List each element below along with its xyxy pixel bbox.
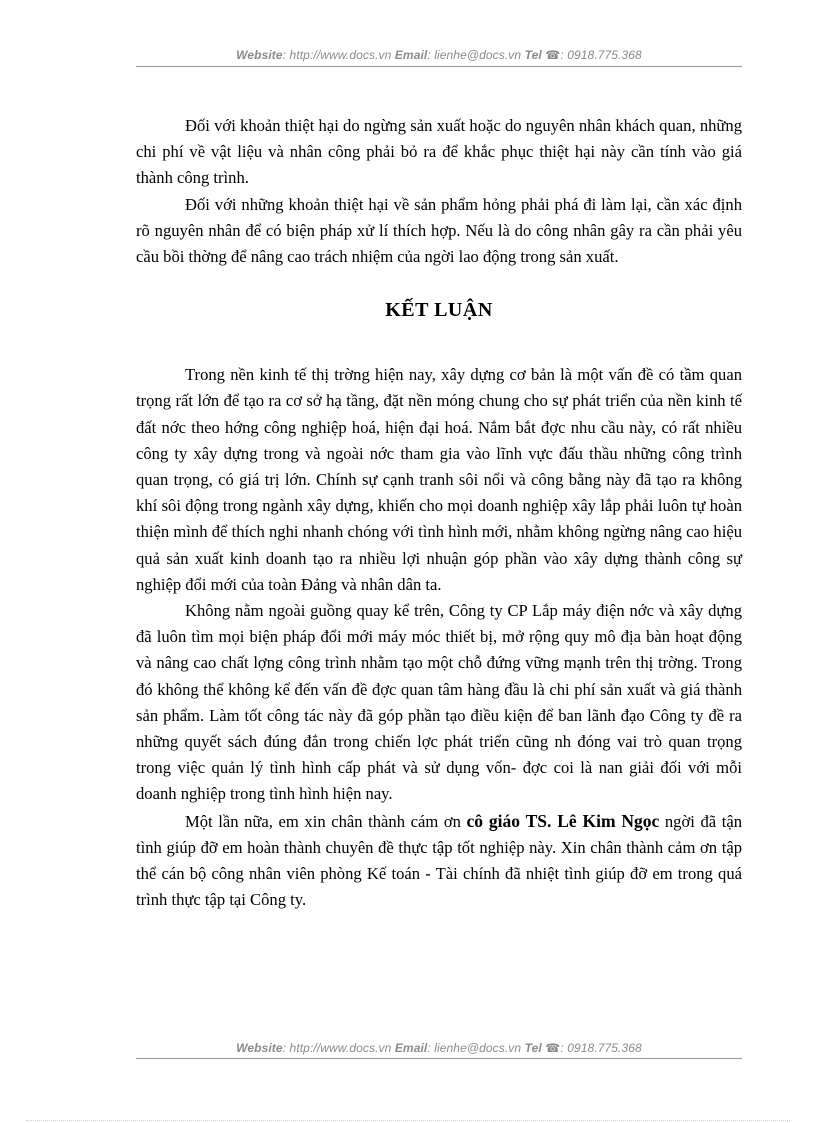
footer-website-value: : http://www.docs.vn	[282, 1041, 392, 1055]
header-tel-value: : 0918.775.368	[560, 48, 642, 62]
footer-tel-label: Tel	[524, 1041, 542, 1055]
document-body	[136, 113, 742, 913]
page-bottom-border	[26, 1120, 790, 1121]
footer-email-label: Email	[394, 1041, 428, 1055]
header-email-value: : lienhe@docs.vn	[427, 48, 522, 62]
paragraph-5-start: Một lần nữa, em xin chân thành cám ơn	[185, 811, 467, 831]
footer-email-value: : lienhe@docs.vn	[427, 1041, 522, 1055]
footer-tel-value: : 0918.775.368	[560, 1041, 642, 1055]
paragraph-3: Trong nền kinh tế thị trờng hiện nay, xây dựng cơ bản là một vấn đề có tầm quan trọng rất lớn để tạo ra cơ sở hạ tầng, đặt nền móng chung cho sự phát triển của nền kinh tế đất nớc theo hớng công nghiệp hoá, hiện đại hoá. Nắm bắt đợc nhu cầu này, có rất nhiều công ty xây dựng trong và ngoài nớc tham gia vào lĩnh vực đấu thầu những công trình quan trọng, có giá trị lớn. Chính sự cạnh tranh sôi nổi và công bằng này đã tạo ra không khí sôi động trong ngành xây dựng, khiến cho mọi doanh nghiệp xây lắp phải luôn tự hoàn thiện mình để thích nghi nhanh chóng với tình hình mới, nhằm không ngừng nâng cao hiệu quả sản xuất kinh doanh tạo ra nhiều lợi nhuận góp phần vào xây dựng thành công sự nghiệp đổi mới của toàn Đảng và nhân dân ta.	[136, 365, 742, 594]
paragraph-5	[136, 808, 742, 914]
header-email-label: Email	[394, 48, 428, 62]
header-website-value: : http://www.docs.vn	[282, 48, 392, 62]
header-divider	[136, 66, 742, 67]
paragraph-2: Đối với những khoản thiệt hại về sản phẩm hỏng phải phá đi làm lại, cần xác định rõ nguyên nhân để có biện pháp xử lí thích hợp. Nếu là do công nhân gây ra cần phải yêu cầu bồi thờng để nâng cao trách nhiệm của ngời lao động trong sản xuất.	[136, 194, 742, 267]
paragraph-5-end: ngời đã tận tình giúp đỡ em hoàn thành chuyên đề thực tập tốt nghiệp này. Xin chân thành cảm ơn tập thể cán bộ công nhân viên phòng Kế toán - Tài chính đã nhiệt tình giúp đỡ em trong quá trình thực tập tại Công ty.	[136, 811, 742, 910]
page-header	[136, 48, 742, 62]
phone-icon: ☎	[545, 48, 561, 62]
paragraph-4: Không nằm ngoài guồng quay kể trên, Công ty CP Lắp máy điện nớc và xây dựng đã luôn tìm mọi biện pháp đổi mới máy móc thiết bị, mở rộng quy mô địa bàn hoạt động và nâng cao chất lợng công trình nhằm tạo một chỗ đứng vững mạnh trên thị trờng. Trong đó không thể không kể đến vấn đề đợc quan tâm hàng đầu là chi phí sản xuất và giá thành sản phẩm. Làm tốt công tác này đã góp phần tạo điều kiện để ban lãnh đạo Công ty đề ra những quyết sách đúng đắn trong chiến lợc phát triển cũng nh đóng vai trò quan trọng trong việc quản lý tình hình cấp phát và sử dụng vốn- đợc coi là nan giải đối với mỗi doanh nghiệp trong tình hình hiện nay.	[136, 601, 742, 804]
footer-divider	[136, 1058, 742, 1059]
header-website-label: Website	[236, 48, 283, 62]
teacher-name: TS. Lê Kim Ngọc	[525, 810, 660, 831]
header-tel-label: Tel	[524, 48, 542, 62]
paragraph-1: Đối với khoản thiệt hại do ngừng sản xuất hoặc do nguyên nhân khách quan, những chi phí về vật liệu và nhân công phải bỏ ra để khắc phục thiệt hại này cần tính vào giá thành công trình.	[136, 116, 742, 188]
phone-icon: ☎	[545, 1041, 561, 1055]
teacher-title: cô giáo	[466, 810, 520, 831]
footer-website-label: Website	[236, 1041, 283, 1055]
page-footer	[136, 1041, 742, 1055]
section-title: KẾT LUẬN	[385, 299, 493, 322]
